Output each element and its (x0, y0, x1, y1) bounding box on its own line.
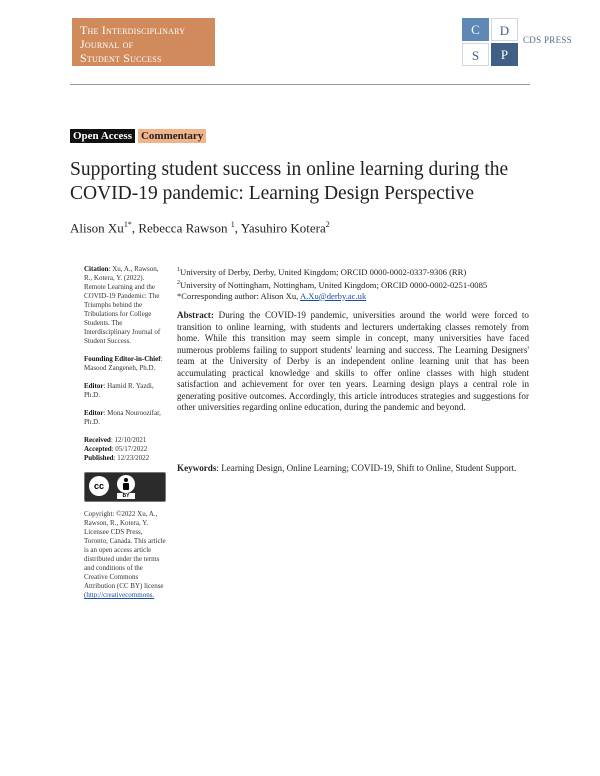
accepted-value: : 05/17/2022 (111, 445, 148, 453)
published-label: Published (84, 454, 114, 462)
citation-block (84, 265, 166, 346)
publisher-name: CDS PRESS (523, 35, 572, 45)
cc-by-license-badge[interactable] (84, 472, 166, 502)
received-label: Received (84, 436, 111, 444)
editor-block (84, 382, 166, 400)
by-label: BY (117, 493, 135, 499)
journal-name-line1: The Interdisciplinary (80, 23, 186, 37)
article-title: Supporting student success in online learning during the COVID-19 pandemic: Learning Design Perspective (70, 159, 509, 204)
abstract-text: During the COVID-19 pandemic, universities around the world were forced to transition to online learning, with students and lecturers undertaking classes remotely from home. While this transition may seem simple in concept, many universities have faced numerous problems failing to support students' learning and success. The Learning Designers' team at the University of Derby is an independent online learning unit that has been accumulating practical knowledge and skills to offer online classes with high student satisfaction and achievement for over ten years. Learning design plays a central role in generating positive outcomes. Accordingly, this article introduces strategies and suggestions for other universities regarding online education, during the pandemic and beyond. (177, 310, 529, 412)
keywords-label: Keywords (177, 463, 217, 473)
author-name: Yasuhiro Kotera (240, 220, 326, 236)
corresponding-author (177, 291, 537, 302)
keywords (177, 462, 529, 474)
dates-block (84, 436, 166, 463)
author-name: Rebecca Rawson (138, 220, 228, 236)
journal-logo (72, 18, 215, 66)
copyright-text: Copyright: ©2022 Xu, A., Rawson, R., Kotera, Y. Licensee CDS Press, Toronto, Canada. This article is an open access article distributed under the terms and conditions of the Creative Commons Attribution (CC BY) license (84, 510, 166, 590)
affiliation-mark: 2 (177, 279, 180, 286)
article-info-sidebar (84, 265, 166, 609)
abstract-label: Abstract: (177, 310, 214, 320)
affiliation-2 (177, 278, 537, 291)
open-access-badge: Open Access (70, 129, 135, 143)
founding-editor-label: Founding Editor-in-Chief (84, 355, 161, 363)
editor-label: Editor (84, 382, 104, 390)
publisher-letter-d: D (491, 18, 518, 41)
author-affiliation-mark: 1 (230, 220, 235, 229)
article-tags (70, 130, 206, 142)
published-value: : 12/23/2022 (113, 454, 150, 462)
citation-text: : Xu, A., Rawson, R., Kotera, Y. (2022). Remote Learning and the COVID-19 Pandemic: The Triumphs behind the Tribulations for College Students. The Interdisciplinary Journal of Student Success. (84, 265, 161, 345)
abstract (177, 310, 529, 414)
editor-block (84, 409, 166, 427)
publisher-logo (462, 18, 518, 66)
affiliation-mark: 1 (177, 267, 180, 273)
author-list: Alison $Xu^{1*}$, Rebecca Rawson $^1$, Yasuhiro Kotera$^2$ (70, 220, 330, 236)
author-affiliation-mark: 2 (325, 220, 330, 229)
header-divider (70, 84, 530, 85)
editor-value: : Hamid R. Yazdi, Ph.D. (84, 382, 154, 399)
author-affiliation-mark: 1* (123, 220, 132, 229)
person-body-icon (123, 483, 129, 490)
publisher-letter-c: C (462, 18, 489, 41)
citation-label: Citation (84, 265, 109, 273)
founding-editor-block (84, 355, 166, 373)
cc-icon: cc (89, 476, 109, 496)
publisher-letter-s: S (462, 43, 489, 66)
affiliation-1 (177, 265, 537, 278)
accepted-label: Accepted (84, 445, 112, 453)
author-name: Alison Xu (70, 220, 124, 236)
founding-editor-value: : Masood Zangeneh, Ph.D. (84, 355, 163, 372)
editor-label: Editor (84, 409, 104, 417)
corresponding-email-link[interactable]: A.Xu@derby.ac.uk (299, 290, 367, 301)
license-link[interactable]: (http://creativecommons. (84, 591, 155, 599)
copyright-block (84, 510, 166, 600)
publisher-letter-p: P (491, 43, 518, 66)
journal-name-line2: Journal of (80, 37, 134, 51)
affiliation-text: University of Nottingham, Nottingham, United Kingdom; ORCID 0000-0002-0251-0085 (180, 279, 488, 290)
article-type-badge: Commentary (138, 129, 206, 143)
corresponding-label: *Corresponding author: Alison Xu, (177, 290, 300, 301)
received-value: : 12/10/2021 (110, 436, 147, 444)
journal-name-line3: Student Success (80, 51, 162, 65)
editor-value: : Mona Nouroozifar, Ph.D. (84, 409, 161, 426)
person-head-icon (124, 478, 128, 482)
affiliations (177, 265, 537, 302)
affiliation-text: University of Derby, Derby, United Kingdom; ORCID 0000-0002-0337-9306 (RR) (180, 266, 467, 277)
keywords-text: : Learning Design, Online Learning; COVID-19, Shift to Online, Student Support. (216, 463, 517, 473)
